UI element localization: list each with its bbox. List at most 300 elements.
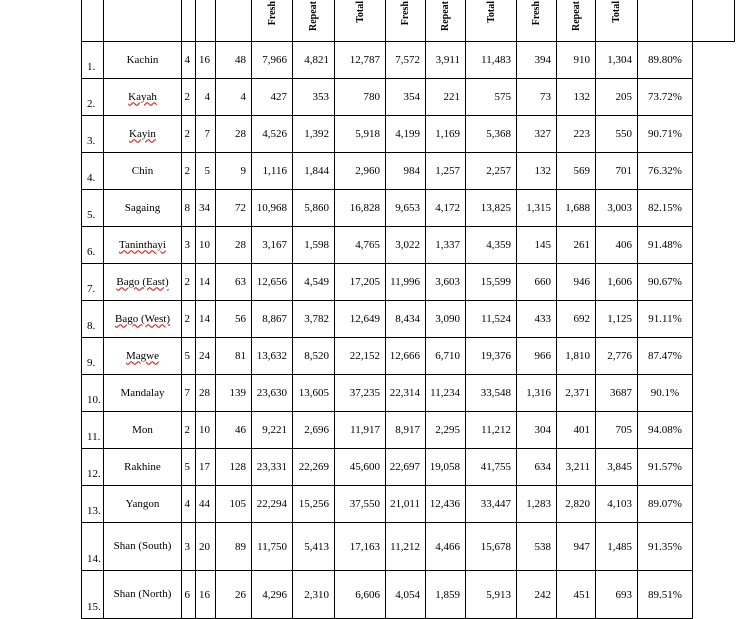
percentage-cell	[638, 264, 693, 301]
count-cell	[196, 523, 216, 571]
row-number	[82, 375, 104, 412]
value-cell	[293, 523, 335, 571]
region-name	[104, 190, 182, 227]
value-cell-text: 1,116	[262, 165, 287, 177]
header-label: Fresh	[266, 1, 278, 26]
count-cell	[216, 264, 252, 301]
value-cell	[596, 190, 638, 227]
row-number	[82, 264, 104, 301]
region-name	[104, 227, 182, 264]
value-cell-text: 23,331	[256, 461, 287, 473]
count-cell-text: 5	[204, 165, 210, 177]
region-name	[104, 571, 182, 619]
value-cell-text: 11,996	[390, 276, 420, 288]
value-cell	[335, 79, 386, 116]
count-cell-text: 28	[199, 387, 210, 399]
value-cell	[596, 375, 638, 412]
count-cell	[216, 116, 252, 153]
value-cell	[517, 42, 557, 79]
value-cell	[252, 301, 293, 338]
table-row	[82, 523, 735, 571]
value-cell	[335, 412, 386, 449]
value-cell	[517, 338, 557, 375]
region-name	[104, 486, 182, 523]
value-cell	[252, 79, 293, 116]
count-cell-text: 63	[235, 276, 246, 288]
value-cell	[517, 375, 557, 412]
region-name-text: Taninthayi	[119, 238, 166, 251]
value-cell-text: 17,205	[349, 276, 380, 288]
value-cell-text: 4,466	[435, 540, 460, 553]
value-cell	[252, 571, 293, 619]
count-cell	[216, 523, 252, 571]
value-cell	[517, 153, 557, 190]
value-cell	[466, 449, 517, 486]
value-cell	[293, 375, 335, 412]
value-cell-text: 1,125	[607, 313, 632, 325]
value-cell-text: 3,090	[435, 313, 460, 325]
value-cell	[596, 412, 638, 449]
header-row	[82, 0, 735, 42]
header-cell	[638, 0, 693, 42]
header-cell	[335, 0, 386, 42]
value-cell	[517, 412, 557, 449]
count-cell	[196, 486, 216, 523]
percentage-cell	[638, 523, 693, 571]
value-cell	[557, 486, 596, 523]
region-name-text: Mandalay	[120, 386, 165, 399]
value-cell	[426, 42, 466, 79]
percentage-cell	[638, 571, 693, 619]
value-cell	[386, 190, 426, 227]
value-cell	[426, 338, 466, 375]
count-cell	[182, 449, 196, 486]
value-cell-text: 1,810	[565, 350, 590, 362]
value-cell-text: 205	[615, 91, 632, 103]
value-cell-text: 223	[573, 128, 590, 140]
value-cell	[252, 190, 293, 227]
table-row	[82, 486, 735, 523]
value-cell-text: 45,600	[349, 461, 380, 473]
count-cell	[216, 375, 252, 412]
header-cell	[557, 0, 596, 42]
value-cell	[426, 412, 466, 449]
value-cell	[293, 486, 335, 523]
value-cell	[426, 523, 466, 571]
header-cell	[517, 0, 557, 42]
region-name	[104, 42, 182, 79]
region-name-text: Shan (North)	[113, 588, 172, 600]
value-cell-text: 8,867	[262, 313, 287, 325]
row-number	[82, 301, 104, 338]
row-number	[82, 412, 104, 449]
value-cell-text: 1,169	[435, 128, 460, 140]
count-cell	[216, 227, 252, 264]
region-name	[104, 523, 182, 571]
value-cell-text: 304	[534, 424, 551, 436]
count-cell-text: 2	[184, 424, 190, 436]
value-cell	[335, 523, 386, 571]
value-cell	[426, 449, 466, 486]
header-cell	[386, 0, 426, 42]
row-number-text: 3.	[87, 135, 96, 147]
value-cell	[293, 338, 335, 375]
region-name-text: Kayah	[128, 90, 157, 103]
value-cell	[596, 153, 638, 190]
header-label: Fresh	[400, 1, 411, 26]
count-cell	[196, 42, 216, 79]
value-cell	[252, 338, 293, 375]
value-cell-text: 23,630	[256, 387, 287, 399]
percentage-cell-text: 90.71%	[648, 128, 682, 140]
percentage-cell-text: 89.07%	[648, 498, 682, 510]
value-cell-text: 1,485	[607, 540, 632, 553]
count-cell-text: 2	[184, 91, 190, 103]
percentage-cell	[638, 42, 693, 79]
value-cell	[557, 449, 596, 486]
value-cell	[386, 227, 426, 264]
value-cell	[426, 153, 466, 190]
value-cell-text: 550	[615, 128, 632, 140]
percentage-cell-text: 90.67%	[648, 276, 682, 288]
percentage-cell	[638, 190, 693, 227]
header-cell	[466, 0, 517, 42]
count-cell-text: 10	[199, 239, 210, 251]
value-cell-text: 2,257	[486, 165, 511, 177]
table-body	[82, 42, 735, 619]
value-cell	[466, 301, 517, 338]
value-cell-text: 12,649	[349, 313, 380, 325]
value-cell-text: 946	[573, 276, 590, 288]
count-cell-text: 2	[184, 128, 190, 140]
value-cell-text: 451	[573, 588, 590, 601]
value-cell	[335, 375, 386, 412]
value-cell-text: 3,911	[435, 54, 460, 66]
header-cell	[693, 0, 735, 42]
value-cell-text: 33,548	[480, 387, 511, 399]
value-cell	[466, 79, 517, 116]
percentage-cell-text: 73.72%	[648, 91, 682, 103]
value-cell	[335, 42, 386, 79]
value-cell-text: 401	[573, 424, 590, 436]
value-cell	[335, 116, 386, 153]
value-cell	[466, 338, 517, 375]
row-number-text: 14.	[87, 553, 101, 565]
value-cell	[386, 301, 426, 338]
value-cell-text: 13,632	[256, 350, 287, 362]
value-cell-text: 660	[534, 276, 551, 288]
region-name	[104, 264, 182, 301]
region-name-text: Chin	[131, 164, 154, 177]
value-cell-text: 4,054	[395, 588, 420, 601]
value-cell	[335, 227, 386, 264]
percentage-cell-text: 94.08%	[648, 424, 682, 436]
value-cell	[466, 523, 517, 571]
value-cell-text: 634	[534, 461, 551, 473]
value-cell-text: 22,152	[349, 350, 380, 362]
value-cell-text: 1,606	[607, 276, 632, 288]
count-cell	[196, 375, 216, 412]
count-cell	[216, 338, 252, 375]
value-cell	[386, 571, 426, 619]
count-cell-text: 4	[204, 91, 210, 103]
document-page	[81, 0, 735, 619]
region-statistics-table	[81, 0, 735, 619]
count-cell	[216, 486, 252, 523]
value-cell	[293, 449, 335, 486]
value-cell	[557, 412, 596, 449]
value-cell	[252, 227, 293, 264]
table-row	[82, 412, 735, 449]
region-name	[104, 375, 182, 412]
header-cell	[293, 0, 335, 42]
row-number-text: 8.	[87, 320, 96, 332]
value-cell	[252, 449, 293, 486]
value-cell-text: 575	[494, 91, 511, 103]
value-cell-text: 1,304	[607, 54, 632, 66]
count-cell-text: 5	[184, 461, 190, 473]
value-cell-text: 2,310	[304, 588, 329, 601]
value-cell	[596, 116, 638, 153]
value-cell-text: 693	[615, 588, 632, 601]
count-cell	[182, 301, 196, 338]
table-row	[82, 301, 735, 338]
count-cell	[216, 42, 252, 79]
value-cell-text: 37,550	[349, 498, 380, 510]
value-cell-text: 4,359	[486, 239, 511, 251]
value-cell	[335, 486, 386, 523]
value-cell-text: 2,696	[304, 424, 329, 436]
value-cell-text: 4,296	[262, 588, 287, 601]
count-cell-text: 16	[199, 54, 210, 66]
percentage-cell-text: 91.35%	[648, 540, 682, 553]
region-name-text: Yangon	[125, 497, 160, 510]
value-cell-text: 11,483	[481, 54, 511, 66]
value-cell	[293, 42, 335, 79]
value-cell-text: 1,859	[435, 588, 460, 601]
region-name	[104, 153, 182, 190]
value-cell	[386, 153, 426, 190]
count-cell-text: 44	[199, 498, 210, 510]
value-cell	[557, 338, 596, 375]
table-row	[82, 42, 735, 79]
value-cell-text: 3,603	[435, 276, 460, 288]
value-cell	[596, 264, 638, 301]
value-cell-text: 33,447	[480, 498, 511, 510]
region-name-text: Rakhine	[124, 460, 161, 473]
value-cell	[596, 301, 638, 338]
value-cell-text: 1,392	[304, 128, 329, 140]
value-cell	[517, 449, 557, 486]
percentage-cell-text: 76.32%	[648, 165, 682, 177]
value-cell-text: 6,606	[355, 588, 380, 601]
count-cell	[196, 190, 216, 227]
header-label: Fresh	[531, 1, 542, 26]
value-cell-text: 3,845	[607, 461, 632, 473]
value-cell	[386, 116, 426, 153]
value-cell-text: 1,844	[304, 165, 329, 177]
value-cell-text: 984	[403, 165, 420, 177]
value-cell-text: 22,697	[389, 461, 420, 473]
value-cell	[426, 571, 466, 619]
value-cell	[335, 338, 386, 375]
value-cell	[252, 412, 293, 449]
row-number	[82, 153, 104, 190]
value-cell	[466, 190, 517, 227]
value-cell	[557, 116, 596, 153]
value-cell	[252, 42, 293, 79]
value-cell	[293, 190, 335, 227]
value-cell-text: 1,316	[526, 387, 551, 399]
header-cell	[182, 0, 196, 42]
value-cell-text: 73	[540, 91, 551, 103]
table-row	[82, 190, 735, 227]
percentage-cell-text: 91.48%	[648, 239, 682, 251]
value-cell	[557, 190, 596, 227]
percentage-cell	[638, 486, 693, 523]
value-cell-text: 37,235	[349, 387, 380, 399]
value-cell	[386, 449, 426, 486]
count-cell-text: 5	[184, 350, 190, 362]
row-number	[82, 190, 104, 227]
value-cell-text: 1,257	[435, 165, 460, 177]
value-cell-text: 4,103	[607, 498, 632, 510]
value-cell-text: 11,750	[257, 540, 287, 553]
row-number-text: 12.	[87, 468, 101, 480]
percentage-cell	[638, 227, 693, 264]
count-cell	[216, 412, 252, 449]
value-cell	[293, 79, 335, 116]
value-cell-text: 15,678	[480, 540, 511, 553]
count-cell-text: 2	[184, 165, 190, 177]
value-cell	[517, 227, 557, 264]
value-cell-text: 3,022	[395, 239, 420, 251]
value-cell	[517, 523, 557, 571]
value-cell-text: 12,656	[256, 276, 287, 288]
value-cell-text: 15,599	[480, 276, 511, 288]
count-cell	[216, 301, 252, 338]
count-cell-text: 56	[235, 313, 246, 325]
value-cell	[426, 264, 466, 301]
value-cell-text: 2,371	[565, 387, 590, 399]
value-cell-text: 19,376	[480, 350, 511, 362]
value-cell-text: 9,653	[395, 202, 420, 214]
row-number-text: 7.	[87, 283, 96, 295]
header-cell	[252, 0, 293, 42]
count-cell	[196, 449, 216, 486]
row-number	[82, 486, 104, 523]
value-cell-text: 15,256	[298, 498, 329, 510]
value-cell	[557, 571, 596, 619]
value-cell	[466, 375, 517, 412]
value-cell-text: 6,710	[435, 350, 460, 362]
row-number	[82, 449, 104, 486]
region-name-text: Bago (West)	[114, 312, 171, 325]
count-cell-text: 128	[229, 461, 246, 473]
value-cell-text: 11,234	[430, 387, 460, 399]
region-name-text: Kachin	[126, 53, 159, 66]
value-cell-text: 132	[534, 165, 551, 177]
count-cell	[196, 338, 216, 375]
value-cell	[335, 449, 386, 486]
value-cell-text: 8,520	[304, 350, 329, 362]
value-cell	[557, 264, 596, 301]
header-cell	[216, 0, 252, 42]
count-cell	[216, 79, 252, 116]
region-name	[104, 301, 182, 338]
value-cell	[596, 79, 638, 116]
value-cell-text: 947	[573, 540, 590, 553]
percentage-cell	[638, 79, 693, 116]
value-cell	[466, 412, 517, 449]
count-cell-text: 20	[199, 540, 210, 553]
value-cell-text: 11,917	[350, 424, 380, 436]
value-cell	[335, 571, 386, 619]
value-cell-text: 1,283	[526, 498, 551, 510]
value-cell-text: 1,598	[304, 239, 329, 251]
value-cell	[557, 227, 596, 264]
row-number	[82, 116, 104, 153]
value-cell-text: 8,434	[395, 313, 420, 325]
value-cell	[426, 301, 466, 338]
value-cell	[557, 375, 596, 412]
value-cell-text: 5,413	[304, 540, 329, 553]
value-cell-text: 705	[615, 424, 632, 436]
percentage-cell	[638, 116, 693, 153]
region-name-text: Shan (South)	[113, 540, 172, 552]
row-number-text: 15.	[87, 601, 101, 613]
value-cell	[466, 153, 517, 190]
value-cell-text: 910	[573, 54, 590, 66]
value-cell-text: 3,782	[304, 313, 329, 325]
value-cell	[596, 571, 638, 619]
value-cell-text: 22,269	[298, 461, 329, 473]
header-label: Total	[354, 1, 366, 23]
row-number	[82, 571, 104, 619]
value-cell-text: 3,003	[607, 202, 632, 214]
value-cell	[517, 264, 557, 301]
row-number-text: 6.	[87, 246, 96, 258]
value-cell	[293, 412, 335, 449]
count-cell-text: 24	[199, 350, 210, 362]
count-cell	[196, 153, 216, 190]
value-cell	[596, 486, 638, 523]
percentage-cell	[638, 338, 693, 375]
count-cell-text: 8	[184, 202, 190, 214]
value-cell	[596, 227, 638, 264]
value-cell	[293, 301, 335, 338]
percentage-cell-text: 91.11%	[648, 313, 682, 325]
value-cell	[517, 79, 557, 116]
value-cell	[466, 42, 517, 79]
header-label: Total	[485, 1, 497, 23]
value-cell-text: 2,960	[355, 165, 380, 177]
percentage-cell-text: 89.51%	[648, 588, 682, 601]
table-row	[82, 227, 735, 264]
value-cell	[386, 264, 426, 301]
row-number-text: 11.	[87, 431, 101, 443]
row-number	[82, 42, 104, 79]
value-cell	[386, 338, 426, 375]
value-cell-text: 5,368	[486, 128, 511, 140]
value-cell-text: 569	[573, 165, 590, 177]
count-cell	[196, 571, 216, 619]
row-number-text: 1.	[87, 61, 96, 73]
count-cell	[196, 116, 216, 153]
count-cell	[216, 449, 252, 486]
value-cell-text: 8,917	[395, 424, 420, 436]
row-number-text: 13.	[87, 505, 101, 517]
